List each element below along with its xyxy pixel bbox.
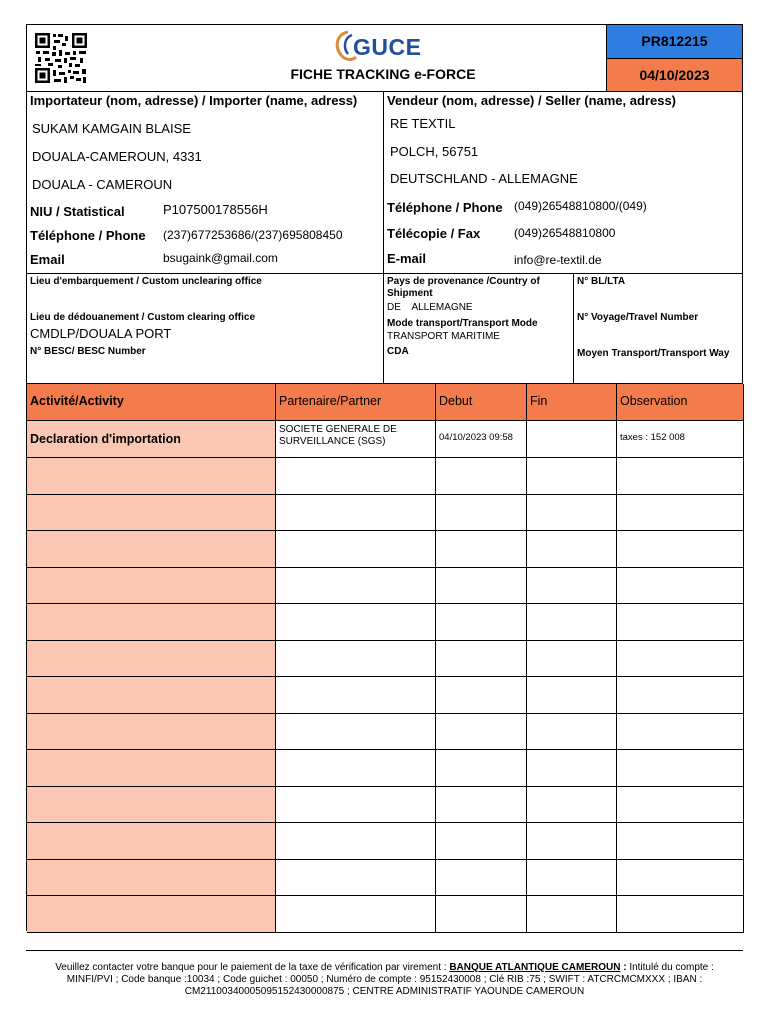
cell-debut bbox=[436, 677, 527, 714]
cell-partner bbox=[276, 604, 436, 641]
cell-partner bbox=[276, 823, 436, 860]
cell-debut bbox=[436, 421, 527, 458]
cell-observation bbox=[617, 568, 744, 605]
origin-value: DE ALLEMAGNE bbox=[387, 302, 473, 313]
cell-fin bbox=[527, 568, 617, 605]
cell-fin bbox=[527, 531, 617, 568]
cell-activity bbox=[27, 714, 276, 751]
cell-observation bbox=[617, 823, 744, 860]
cell-debut bbox=[436, 714, 527, 751]
cell-debut bbox=[436, 641, 527, 678]
table-row-empty bbox=[27, 458, 744, 495]
cell-observation bbox=[617, 896, 744, 933]
header-debut-label: Debut bbox=[439, 394, 473, 408]
guce-logo bbox=[333, 29, 437, 63]
seller-phone-value: (049)26548810800/(049) bbox=[514, 199, 647, 213]
cell-observation bbox=[617, 421, 744, 458]
bl-label: N° BL/LTA bbox=[577, 276, 626, 287]
cell-partner bbox=[276, 677, 436, 714]
cell-debut bbox=[436, 458, 527, 495]
seller-address-2: DEUTSCHLAND - ALLEMAGNE bbox=[390, 171, 578, 186]
cell-debut bbox=[436, 896, 527, 933]
cell-partner bbox=[276, 787, 436, 824]
seller-address-1: POLCH, 56751 bbox=[390, 144, 479, 159]
cell-observation bbox=[617, 458, 744, 495]
cell-debut bbox=[436, 750, 527, 787]
seller-phone-label: Téléphone / Phone bbox=[387, 200, 503, 215]
voyage-label: N° Voyage/Travel Number bbox=[577, 312, 699, 323]
cell-partner bbox=[276, 641, 436, 678]
header-observation bbox=[617, 384, 744, 421]
cell-fin bbox=[527, 714, 617, 751]
cell-activity bbox=[27, 568, 276, 605]
cell-debut bbox=[436, 604, 527, 641]
cell-partner bbox=[276, 458, 436, 495]
table-row-empty bbox=[27, 677, 744, 714]
cell-activity bbox=[27, 458, 276, 495]
cell-observation bbox=[617, 677, 744, 714]
cell-partner bbox=[276, 896, 436, 933]
importer-address-1: DOUALA-CAMEROUN, 4331 bbox=[32, 149, 202, 164]
cell-fin bbox=[527, 421, 617, 458]
cell-debut-text: 04/10/2023 09:58 bbox=[439, 432, 513, 443]
cell-fin bbox=[527, 458, 617, 495]
logo-text: GUCE bbox=[353, 34, 422, 60]
cell-debut bbox=[436, 568, 527, 605]
reference-number: PR812215 bbox=[606, 24, 743, 59]
transport-mode-label: Mode transport/Transport Mode bbox=[387, 318, 538, 329]
clearing-label: Lieu de dédouanement / Custom clearing office bbox=[30, 312, 256, 323]
cell-observation bbox=[617, 714, 744, 751]
clearing-value: CMDLP/DOUALA PORT bbox=[30, 326, 172, 341]
cell-activity bbox=[27, 604, 276, 641]
cell-observation bbox=[617, 641, 744, 678]
importer-email-label: Email bbox=[30, 252, 65, 267]
table-row-empty bbox=[27, 896, 744, 933]
seller-fax-label: Télécopie / Fax bbox=[387, 226, 481, 241]
shipment-divider-1 bbox=[383, 273, 384, 384]
footer-text-after: Intitulé du compte : MINFI/PVI ; Code banque :10034 ; Code guichet : 00050 ; Numéro de compte : 95152430008 ; Clé RIB :75 ; SWIFT : ATCRCMCMXXX ; IBAN : CM21100340005095152430000875 ; CENTRE ADMINISTRATIF YAOUNDE CAMEROUN bbox=[66, 962, 714, 997]
qr-code bbox=[34, 32, 88, 84]
cell-fin bbox=[527, 495, 617, 532]
cell-debut bbox=[436, 531, 527, 568]
document-date: 04/10/2023 bbox=[606, 58, 743, 92]
table-row-empty bbox=[27, 823, 744, 860]
importer-heading: Importateur (nom, adresse) / Importer (name, adress) bbox=[30, 93, 358, 108]
importer-address-2: DOUALA - CAMEROUN bbox=[32, 177, 173, 192]
table-row-empty bbox=[27, 787, 744, 824]
table-row-empty bbox=[27, 860, 744, 897]
cell-activity bbox=[27, 495, 276, 532]
cell-debut bbox=[436, 787, 527, 824]
activity-table bbox=[26, 383, 743, 931]
cell-observation bbox=[617, 750, 744, 787]
seller-heading: Vendeur (nom, adresse) / Seller (name, adress) bbox=[387, 93, 677, 108]
cell-fin bbox=[527, 750, 617, 787]
cell-activity bbox=[27, 787, 276, 824]
embark-label: Lieu d'embarquement / Custom unclearing office bbox=[30, 276, 262, 287]
footer-bank-name: BANQUE ATLANTIQUE CAMEROUN bbox=[449, 962, 621, 973]
cell-debut bbox=[436, 860, 527, 897]
importer-email-value: bsugaink@gmail.com bbox=[163, 251, 278, 265]
table-row-empty bbox=[27, 604, 744, 641]
header-activity bbox=[27, 384, 276, 421]
seller-email-label: E-mail bbox=[387, 251, 427, 266]
header-fin-label: Fin bbox=[530, 394, 548, 408]
importer-name: SUKAM KAMGAIN BLAISE bbox=[32, 121, 191, 136]
table-header-row bbox=[27, 384, 744, 421]
cell-fin bbox=[527, 604, 617, 641]
cell-observation-text: taxes : 152 008 bbox=[620, 432, 685, 443]
seller-fax-value: (049)26548810800 bbox=[514, 226, 616, 240]
cell-activity bbox=[27, 860, 276, 897]
cell-activity bbox=[27, 641, 276, 678]
header-partner-label: Partenaire/Partner bbox=[279, 394, 382, 408]
table-row-empty bbox=[27, 568, 744, 605]
table-row bbox=[27, 421, 744, 458]
cell-activity bbox=[27, 421, 276, 458]
header-observation-label: Observation bbox=[620, 394, 688, 408]
cell-observation bbox=[617, 531, 744, 568]
origin-label: Pays de provenance /Country of Shipment bbox=[387, 276, 540, 299]
footer-colon: : bbox=[620, 962, 630, 973]
cell-partner bbox=[276, 495, 436, 532]
footer-divider bbox=[26, 950, 743, 951]
header-debut bbox=[436, 384, 527, 421]
cell-observation bbox=[617, 604, 744, 641]
cell-observation bbox=[617, 787, 744, 824]
table-row-empty bbox=[27, 531, 744, 568]
cell-activity bbox=[27, 750, 276, 787]
transport-mode-value: TRANSPORT MARITIME bbox=[387, 331, 500, 342]
cell-fin bbox=[527, 823, 617, 860]
parties-divider bbox=[383, 91, 384, 274]
qr-code-icon bbox=[34, 32, 88, 84]
cell-partner bbox=[276, 750, 436, 787]
seller-name: RE TEXTIL bbox=[390, 116, 456, 131]
importer-phone-value: (237)677253686/(237)695808450 bbox=[163, 228, 343, 242]
cell-activity bbox=[27, 677, 276, 714]
cell-partner bbox=[276, 568, 436, 605]
cell-observation bbox=[617, 860, 744, 897]
cell-partner bbox=[276, 531, 436, 568]
cell-partner bbox=[276, 421, 436, 458]
importer-niu-label: NIU / Statistical bbox=[30, 204, 125, 219]
header-fin bbox=[527, 384, 617, 421]
shipment-divider-2 bbox=[573, 273, 574, 384]
table-row-empty bbox=[27, 714, 744, 751]
header-activity-label: Activité/Activity bbox=[30, 394, 124, 408]
footer-text-before: Veuillez contacter votre banque pour le paiement de la taxe de vérification par virement : bbox=[55, 962, 450, 973]
table-row-empty bbox=[27, 750, 744, 787]
importer-phone-label: Téléphone / Phone bbox=[30, 228, 146, 243]
cda-label: CDA bbox=[387, 346, 409, 357]
cell-activity bbox=[27, 531, 276, 568]
page-title: FICHE TRACKING e-FORCE bbox=[290, 66, 476, 82]
cell-debut bbox=[436, 823, 527, 860]
table-row-empty bbox=[27, 495, 744, 532]
cell-fin bbox=[527, 641, 617, 678]
cell-fin bbox=[527, 860, 617, 897]
cell-partner bbox=[276, 714, 436, 751]
header-partner bbox=[276, 384, 436, 421]
footer-note bbox=[36, 962, 733, 998]
cell-activity-text: Declaration d'importation bbox=[30, 432, 181, 446]
table-row-empty bbox=[27, 641, 744, 678]
cell-fin bbox=[527, 896, 617, 933]
cell-partner bbox=[276, 860, 436, 897]
cell-fin bbox=[527, 787, 617, 824]
besc-label: N° BESC/ BESC Number bbox=[30, 346, 146, 357]
cell-activity bbox=[27, 896, 276, 933]
cell-activity bbox=[27, 823, 276, 860]
seller-email-value: info@re-textil.de bbox=[514, 253, 602, 267]
transport-way-label: Moyen Transport/Transport Way bbox=[577, 348, 730, 359]
cell-fin bbox=[527, 677, 617, 714]
cell-observation bbox=[617, 495, 744, 532]
cell-partner-text: SOCIETE GENERALE DE SURVEILLANCE (SGS) bbox=[279, 424, 397, 447]
cell-debut bbox=[436, 495, 527, 532]
importer-niu-value: P107500178556H bbox=[163, 202, 268, 217]
